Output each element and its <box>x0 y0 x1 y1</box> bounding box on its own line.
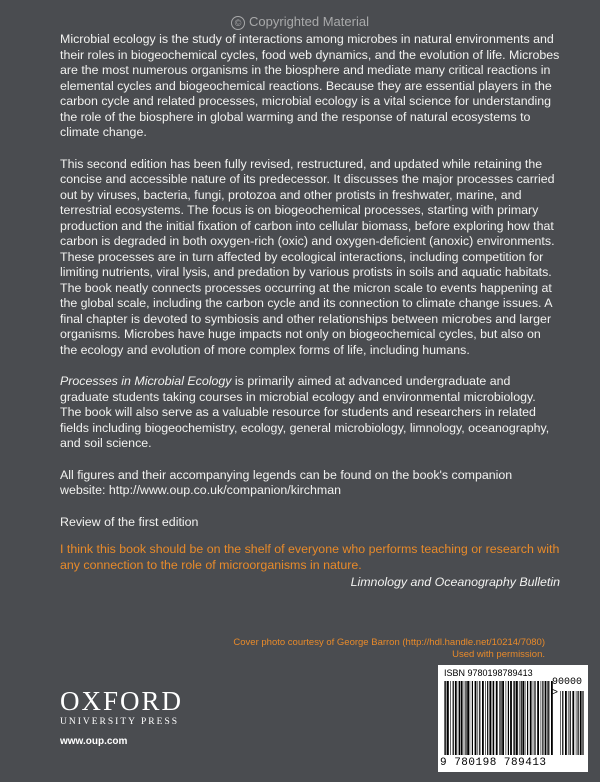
barcode-stripe <box>478 681 479 755</box>
credit-line-2: Used with permission. <box>452 649 545 660</box>
barcode-stripe <box>472 681 473 755</box>
credit-line-1: Cover photo courtesy of George Barron (http://hdl.handle.net/10214/7080) <box>233 637 545 648</box>
watermark-text: Copyrighted Material <box>249 14 369 29</box>
barcode-stripe <box>475 681 477 755</box>
barcode-stripe <box>513 681 514 755</box>
barcode-stripe <box>482 681 484 755</box>
barcode-stripe <box>453 681 454 755</box>
barcode-stripe <box>521 681 522 755</box>
description-paragraph-1: Microbial ecology is the study of interactions among microbes in natural environments and their roles in biogeochemical cycles, food web dynamics, and the evolution of life. Microbes are the most numerous organisms in the biosphere and mediate many critical reactions in elemental cycles and biogeochemical reactions. Because they are essential players in the carbon cycle and related processes, microbial ecology is a vital science for understanding the role of the biosphere in global warming and the response of natural ecosystems to climate change. <box>60 32 560 139</box>
publisher-name: OXFORD <box>60 686 184 716</box>
barcode-stripe <box>562 691 563 755</box>
barcode-number: 9 780198 789413 <box>440 757 547 769</box>
back-cover-text <box>60 32 560 607</box>
isbn-label: ISBN 9780198789413 <box>444 668 533 678</box>
barcode-stripe <box>493 681 494 755</box>
barcode-stripe <box>525 681 526 755</box>
review-quote: I think this book should be on the shelf of everyone who performs teaching or research with any connection to the role of microorganisms in nature. <box>60 542 560 572</box>
barcode-stripe <box>578 691 579 755</box>
barcode-stripe <box>533 681 534 755</box>
cover-photo-credit <box>225 637 545 661</box>
barcode-stripe <box>461 681 463 755</box>
copyright-icon: © <box>231 16 245 30</box>
barcode-stripe <box>583 691 584 755</box>
barcode-stripe <box>530 681 532 755</box>
barcode-stripe <box>500 681 501 755</box>
barcode-stripe <box>534 681 535 755</box>
barcode-stripe <box>458 681 459 755</box>
barcode-stripe <box>545 681 547 755</box>
companion-website-paragraph: All figures and their accompanying legends can be found on the book's companion website: http://www.oup.co.uk/companion/kirchman <box>60 467 513 497</box>
barcode-stripe <box>447 681 449 755</box>
barcode-stripe <box>527 681 528 755</box>
barcode-addon-number: 90000 > <box>552 677 583 699</box>
barcode-stripe <box>537 681 539 755</box>
copyright-watermark <box>0 14 600 30</box>
barcode-stripe <box>465 681 466 755</box>
barcode-stripe <box>492 681 493 755</box>
barcode-stripe <box>560 691 561 755</box>
barcode-stripe <box>464 681 465 755</box>
barcode-stripe <box>542 681 543 755</box>
barcode-stripe <box>459 681 460 755</box>
barcode-stripe <box>470 681 471 755</box>
book-title: Processes in Microbial Ecology <box>60 374 232 388</box>
barcode-stripe <box>467 681 469 755</box>
barcode-stripe <box>510 681 512 755</box>
barcode-stripe <box>508 681 509 755</box>
barcode-stripe <box>485 681 486 755</box>
barcode-bars <box>444 681 554 755</box>
barcode-stripe <box>444 681 445 755</box>
barcode-stripe <box>489 681 491 755</box>
paragraph-3-text: is primarily aimed at advanced undergraduate and graduate students taking courses in microbial ecology and environmental microbiology. The book will also serve as a valuable resource for students and researchers in related fields including biogeochemistry, ecology, general microbiology, limnology, oceanography, and soil science. <box>60 374 550 450</box>
publisher-website: www.oup.com <box>60 736 128 747</box>
barcode-stripe <box>548 681 549 755</box>
description-paragraph-2: This second edition has been fully revised, restructured, and updated while retaining the concise and accessible nature of its predecessor. It discusses the major processes carried out by viruses, bacteria, fungi, protozoa and other protists in freshwater, marine, and terrestrial ecosystems. The focus is on biogeochemical processes, starting with primary production and the initial fixation of carbon into cellular biomass, before exploring how that carbon is degraded in both oxygen-rich (oxic) and oxygen-deficient (anoxic) environments. These processes are in turn affected by ecological interactions, including competition for limiting nutrients, viral lysis, and predation by various protists in soils and aquatic habitats. The book neatly connects processes occurring at the micron scale to events happening at the global scale, including the carbon cycle and its connection to climate change issues. A final chapter is devoted to symbiosis and other relationships between microbes and larger organisms. Microbes have huge impacts not only on biogeochemical cycles, but also on the ecology and evolution of more complex forms of life, including humans. <box>60 156 555 357</box>
barcode-stripe <box>506 681 507 755</box>
barcode-stripe <box>547 681 548 755</box>
barcode-stripe <box>479 681 480 755</box>
barcode-stripe <box>522 681 524 755</box>
barcode-stripe <box>514 681 515 755</box>
barcode-stripe <box>445 681 446 755</box>
barcode-stripe <box>487 681 488 755</box>
barcode-stripe <box>565 691 567 755</box>
barcode-stripe <box>580 691 582 755</box>
publisher-logo <box>60 688 183 727</box>
barcode-stripe <box>499 681 500 755</box>
barcode-stripe <box>576 691 577 755</box>
barcode-stripe <box>516 681 518 755</box>
barcode-stripe <box>570 691 571 755</box>
barcode-stripe <box>541 681 542 755</box>
description-paragraph-3 <box>60 374 560 452</box>
barcode-stripe <box>502 681 504 755</box>
publisher-subtitle: UNIVERSITY PRESS <box>60 717 180 727</box>
review-source: Limnology and Oceanography Bulletin <box>350 575 560 589</box>
isbn-barcode <box>438 665 588 772</box>
barcode-stripe <box>496 681 498 755</box>
barcode-addon-bars <box>560 691 584 755</box>
barcode-stripe <box>450 681 451 755</box>
barcode-stripe <box>455 681 457 755</box>
review-label: Review of the first edition <box>60 514 199 529</box>
barcode-stripe <box>572 691 574 755</box>
barcode-stripe <box>519 681 520 755</box>
barcode-stripe <box>582 691 583 755</box>
barcode-stripe <box>568 691 569 755</box>
